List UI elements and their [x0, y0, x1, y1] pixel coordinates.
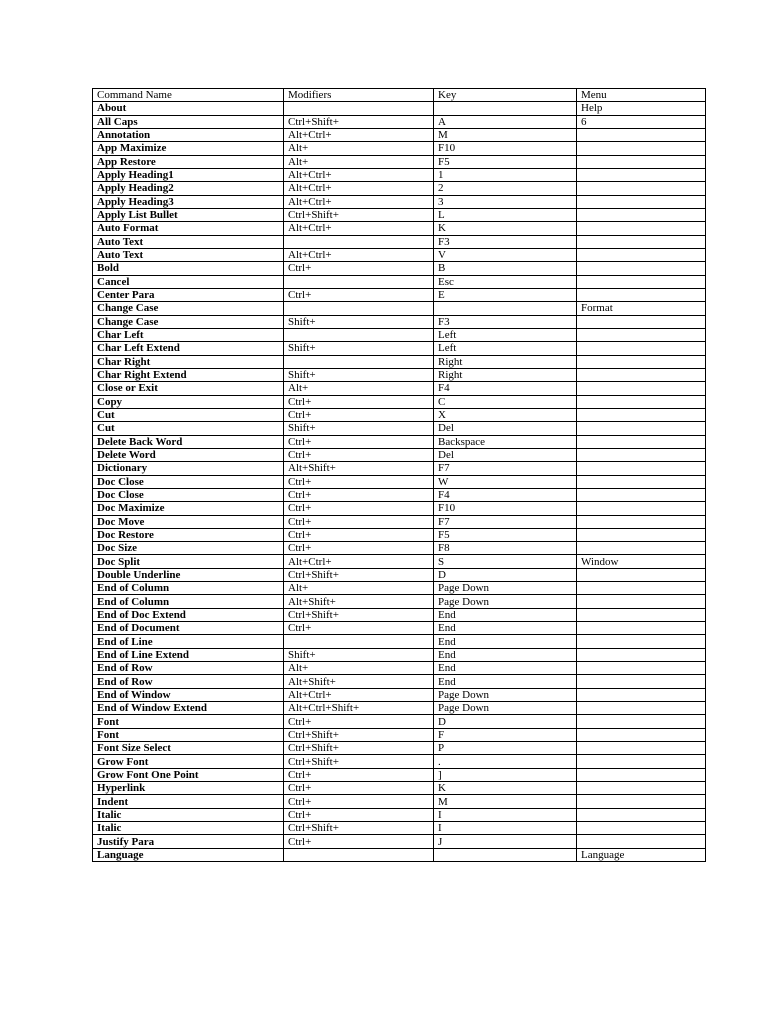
command-name-cell: End of Window Extend: [93, 702, 284, 715]
modifiers-cell: Ctrl+: [284, 715, 434, 728]
key-cell: Left: [434, 328, 577, 341]
table-row: [93, 768, 706, 781]
table-row: [93, 462, 706, 475]
key-cell: S: [434, 555, 577, 568]
key-cell: [434, 848, 577, 861]
key-cell: D: [434, 715, 577, 728]
command-name-cell: Change Case: [93, 315, 284, 328]
menu-cell: [577, 488, 706, 501]
key-cell: K: [434, 782, 577, 795]
key-cell: P: [434, 742, 577, 755]
menu-cell: [577, 235, 706, 248]
table-row: [93, 355, 706, 368]
command-name-cell: Auto Text: [93, 235, 284, 248]
modifiers-cell: Alt+Ctrl+: [284, 555, 434, 568]
key-cell: [434, 302, 577, 315]
modifiers-cell: Ctrl+: [284, 808, 434, 821]
shortcut-table: [92, 88, 706, 862]
command-name-cell: Annotation: [93, 128, 284, 141]
menu-cell: Language: [577, 848, 706, 861]
key-cell: F5: [434, 528, 577, 541]
command-name-cell: About: [93, 102, 284, 115]
key-cell: 3: [434, 195, 577, 208]
key-cell: W: [434, 475, 577, 488]
modifiers-cell: Ctrl+: [284, 835, 434, 848]
menu-cell: [577, 782, 706, 795]
modifiers-cell: Ctrl+Shift+: [284, 755, 434, 768]
menu-cell: [577, 195, 706, 208]
command-name-cell: Doc Restore: [93, 528, 284, 541]
table-row: [93, 475, 706, 488]
command-name-cell: Italic: [93, 822, 284, 835]
menu-cell: Help: [577, 102, 706, 115]
table-row: [93, 595, 706, 608]
table-row: [93, 502, 706, 515]
menu-cell: [577, 568, 706, 581]
modifiers-cell: Ctrl+: [284, 288, 434, 301]
modifiers-cell: [284, 102, 434, 115]
table-row: [93, 222, 706, 235]
modifiers-cell: Alt+: [284, 662, 434, 675]
table-row: [93, 408, 706, 421]
key-cell: Page Down: [434, 582, 577, 595]
menu-cell: [577, 702, 706, 715]
key-cell: J: [434, 835, 577, 848]
command-name-cell: Cut: [93, 408, 284, 421]
table-row: [93, 848, 706, 861]
key-cell: Right: [434, 368, 577, 381]
command-name-cell: Doc Close: [93, 488, 284, 501]
table-row: [93, 688, 706, 701]
command-name-cell: Indent: [93, 795, 284, 808]
modifiers-cell: Alt+: [284, 382, 434, 395]
menu-cell: [577, 395, 706, 408]
key-cell: E: [434, 288, 577, 301]
command-name-cell: Justify Para: [93, 835, 284, 848]
modifiers-cell: Ctrl+Shift+: [284, 208, 434, 221]
menu-cell: [577, 715, 706, 728]
command-name-cell: Bold: [93, 262, 284, 275]
menu-cell: [577, 342, 706, 355]
modifiers-cell: [284, 635, 434, 648]
table-row: [93, 742, 706, 755]
command-name-cell: End of Doc Extend: [93, 608, 284, 621]
menu-cell: Format: [577, 302, 706, 315]
command-name-cell: Char Right Extend: [93, 368, 284, 381]
menu-cell: [577, 435, 706, 448]
key-cell: Esc: [434, 275, 577, 288]
command-name-cell: Grow Font One Point: [93, 768, 284, 781]
command-name-cell: Cancel: [93, 275, 284, 288]
command-name-cell: Double Underline: [93, 568, 284, 581]
menu-cell: [577, 222, 706, 235]
menu-cell: [577, 168, 706, 181]
modifiers-cell: Alt+Ctrl+: [284, 128, 434, 141]
key-cell: F4: [434, 488, 577, 501]
menu-cell: [577, 422, 706, 435]
key-cell: End: [434, 648, 577, 661]
table-row: [93, 195, 706, 208]
table-row: [93, 382, 706, 395]
modifiers-cell: Alt+: [284, 155, 434, 168]
modifiers-cell: Shift+: [284, 368, 434, 381]
table-row: [93, 608, 706, 621]
menu-cell: [577, 355, 706, 368]
menu-cell: [577, 275, 706, 288]
table-row: [93, 262, 706, 275]
table-row: [93, 582, 706, 595]
modifiers-cell: [284, 328, 434, 341]
table-row: [93, 675, 706, 688]
modifiers-cell: Shift+: [284, 422, 434, 435]
modifiers-cell: Shift+: [284, 315, 434, 328]
command-name-cell: Change Case: [93, 302, 284, 315]
command-name-cell: Char Right: [93, 355, 284, 368]
key-cell: Right: [434, 355, 577, 368]
modifiers-cell: Shift+: [284, 648, 434, 661]
modifiers-cell: Ctrl+: [284, 622, 434, 635]
table-row: [93, 168, 706, 181]
menu-cell: [577, 808, 706, 821]
key-cell: M: [434, 795, 577, 808]
column-header-key: Key: [434, 89, 577, 102]
key-cell: Page Down: [434, 688, 577, 701]
command-name-cell: End of Document: [93, 622, 284, 635]
modifiers-cell: Ctrl+Shift+: [284, 608, 434, 621]
table-row: [93, 835, 706, 848]
key-cell: End: [434, 608, 577, 621]
modifiers-cell: Ctrl+: [284, 515, 434, 528]
key-cell: ]: [434, 768, 577, 781]
modifiers-cell: Ctrl+: [284, 782, 434, 795]
table-row: [93, 782, 706, 795]
command-name-cell: Font: [93, 715, 284, 728]
command-name-cell: Dictionary: [93, 462, 284, 475]
modifiers-cell: Ctrl+: [284, 528, 434, 541]
table-row: [93, 142, 706, 155]
key-cell: F3: [434, 235, 577, 248]
command-name-cell: Doc Close: [93, 475, 284, 488]
command-name-cell: Close or Exit: [93, 382, 284, 395]
modifiers-cell: Ctrl+: [284, 768, 434, 781]
menu-cell: [577, 515, 706, 528]
modifiers-cell: Ctrl+Shift+: [284, 115, 434, 128]
key-cell: End: [434, 675, 577, 688]
key-cell: D: [434, 568, 577, 581]
modifiers-cell: Alt+Ctrl+: [284, 168, 434, 181]
key-cell: 1: [434, 168, 577, 181]
modifiers-cell: Ctrl+: [284, 795, 434, 808]
modifiers-cell: Alt+Ctrl+: [284, 222, 434, 235]
menu-cell: [577, 155, 706, 168]
table-row: [93, 182, 706, 195]
key-cell: K: [434, 222, 577, 235]
key-cell: F4: [434, 382, 577, 395]
key-cell: V: [434, 248, 577, 261]
modifiers-cell: Ctrl+: [284, 262, 434, 275]
command-name-cell: Doc Move: [93, 515, 284, 528]
command-name-cell: Delete Back Word: [93, 435, 284, 448]
modifiers-cell: Ctrl+: [284, 488, 434, 501]
command-name-cell: End of Row: [93, 675, 284, 688]
command-name-cell: Language: [93, 848, 284, 861]
table-row: [93, 755, 706, 768]
key-cell: Del: [434, 422, 577, 435]
table-row: [93, 448, 706, 461]
modifiers-cell: Alt+Shift+: [284, 462, 434, 475]
menu-cell: [577, 128, 706, 141]
command-name-cell: Auto Format: [93, 222, 284, 235]
modifiers-cell: Ctrl+: [284, 408, 434, 421]
table-row: [93, 542, 706, 555]
menu-cell: [577, 622, 706, 635]
command-name-cell: Doc Size: [93, 542, 284, 555]
menu-cell: [577, 728, 706, 741]
key-cell: F10: [434, 142, 577, 155]
menu-cell: [577, 608, 706, 621]
key-cell: F3: [434, 315, 577, 328]
key-cell: F10: [434, 502, 577, 515]
modifiers-cell: [284, 275, 434, 288]
modifiers-cell: Alt+: [284, 582, 434, 595]
modifiers-cell: Ctrl+Shift+: [284, 728, 434, 741]
key-cell: X: [434, 408, 577, 421]
menu-cell: [577, 288, 706, 301]
menu-cell: [577, 835, 706, 848]
command-name-cell: Doc Maximize: [93, 502, 284, 515]
command-name-cell: Doc Split: [93, 555, 284, 568]
table-row: [93, 648, 706, 661]
column-header-menu: Menu: [577, 89, 706, 102]
header-row: [93, 89, 706, 102]
table-row: [93, 822, 706, 835]
key-cell: B: [434, 262, 577, 275]
modifiers-cell: Alt+Ctrl+Shift+: [284, 702, 434, 715]
table-row: [93, 808, 706, 821]
key-cell: L: [434, 208, 577, 221]
key-cell: End: [434, 622, 577, 635]
menu-cell: [577, 142, 706, 155]
key-cell: .: [434, 755, 577, 768]
menu-cell: [577, 635, 706, 648]
key-cell: I: [434, 822, 577, 835]
table-row: [93, 235, 706, 248]
command-name-cell: End of Window: [93, 688, 284, 701]
table-row: [93, 635, 706, 648]
menu-cell: [577, 755, 706, 768]
table-row: [93, 275, 706, 288]
modifiers-cell: Shift+: [284, 342, 434, 355]
command-name-cell: App Maximize: [93, 142, 284, 155]
table-row: [93, 568, 706, 581]
modifiers-cell: Alt+: [284, 142, 434, 155]
command-name-cell: End of Column: [93, 595, 284, 608]
modifiers-cell: Ctrl+: [284, 448, 434, 461]
menu-cell: [577, 648, 706, 661]
modifiers-cell: Alt+Ctrl+: [284, 688, 434, 701]
menu-cell: [577, 182, 706, 195]
table-row: [93, 728, 706, 741]
modifiers-cell: Alt+Ctrl+: [284, 248, 434, 261]
command-name-cell: Hyperlink: [93, 782, 284, 795]
table-row: [93, 208, 706, 221]
modifiers-cell: [284, 235, 434, 248]
key-cell: M: [434, 128, 577, 141]
modifiers-cell: Ctrl+Shift+: [284, 568, 434, 581]
menu-cell: [577, 582, 706, 595]
key-cell: I: [434, 808, 577, 821]
key-cell: F7: [434, 462, 577, 475]
menu-cell: [577, 382, 706, 395]
table-row: [93, 435, 706, 448]
menu-cell: [577, 208, 706, 221]
command-name-cell: Font Size Select: [93, 742, 284, 755]
command-name-cell: Italic: [93, 808, 284, 821]
command-name-cell: Apply Heading1: [93, 168, 284, 181]
command-name-cell: End of Row: [93, 662, 284, 675]
table-row: [93, 328, 706, 341]
table-row: [93, 155, 706, 168]
table-row: [93, 715, 706, 728]
modifiers-cell: Ctrl+Shift+: [284, 822, 434, 835]
modifiers-cell: Alt+Ctrl+: [284, 182, 434, 195]
key-cell: 2: [434, 182, 577, 195]
table-row: [93, 622, 706, 635]
key-cell: F8: [434, 542, 577, 555]
modifiers-cell: Alt+Shift+: [284, 675, 434, 688]
key-cell: A: [434, 115, 577, 128]
table-row: [93, 128, 706, 141]
table-row: [93, 395, 706, 408]
key-cell: Backspace: [434, 435, 577, 448]
key-cell: F7: [434, 515, 577, 528]
modifiers-cell: Ctrl+: [284, 502, 434, 515]
menu-cell: [577, 795, 706, 808]
menu-cell: 6: [577, 115, 706, 128]
table-header: [93, 89, 706, 102]
key-cell: Page Down: [434, 702, 577, 715]
command-name-cell: End of Column: [93, 582, 284, 595]
table-row: [93, 288, 706, 301]
modifiers-cell: Ctrl+Shift+: [284, 742, 434, 755]
modifiers-cell: [284, 302, 434, 315]
table-row: [93, 115, 706, 128]
table-row: [93, 302, 706, 315]
table-row: [93, 315, 706, 328]
table-row: [93, 795, 706, 808]
command-name-cell: Char Left Extend: [93, 342, 284, 355]
command-name-cell: Auto Text: [93, 248, 284, 261]
key-cell: End: [434, 662, 577, 675]
menu-cell: [577, 448, 706, 461]
key-cell: F5: [434, 155, 577, 168]
menu-cell: [577, 688, 706, 701]
table-body: [93, 102, 706, 862]
command-name-cell: All Caps: [93, 115, 284, 128]
modifiers-cell: Ctrl+: [284, 542, 434, 555]
menu-cell: [577, 742, 706, 755]
menu-cell: [577, 408, 706, 421]
table-row: [93, 248, 706, 261]
table-row: [93, 488, 706, 501]
modifiers-cell: Ctrl+: [284, 475, 434, 488]
command-name-cell: Delete Word: [93, 448, 284, 461]
table-row: [93, 702, 706, 715]
menu-cell: Window: [577, 555, 706, 568]
command-name-cell: Apply Heading3: [93, 195, 284, 208]
command-name-cell: Apply Heading2: [93, 182, 284, 195]
modifiers-cell: Ctrl+: [284, 395, 434, 408]
menu-cell: [577, 768, 706, 781]
menu-cell: [577, 315, 706, 328]
command-name-cell: Grow Font: [93, 755, 284, 768]
key-cell: Del: [434, 448, 577, 461]
modifiers-cell: [284, 848, 434, 861]
menu-cell: [577, 822, 706, 835]
menu-cell: [577, 595, 706, 608]
table-row: [93, 515, 706, 528]
table-row: [93, 102, 706, 115]
column-header-modifiers: Modifiers: [284, 89, 434, 102]
table-row: [93, 422, 706, 435]
table-row: [93, 342, 706, 355]
key-cell: Left: [434, 342, 577, 355]
menu-cell: [577, 248, 706, 261]
menu-cell: [577, 368, 706, 381]
menu-cell: [577, 262, 706, 275]
menu-cell: [577, 675, 706, 688]
key-cell: Page Down: [434, 595, 577, 608]
modifiers-cell: [284, 355, 434, 368]
command-name-cell: Char Left: [93, 328, 284, 341]
menu-cell: [577, 502, 706, 515]
key-cell: C: [434, 395, 577, 408]
modifiers-cell: Alt+Ctrl+: [284, 195, 434, 208]
command-name-cell: Font: [93, 728, 284, 741]
menu-cell: [577, 462, 706, 475]
table-row: [93, 368, 706, 381]
table-row: [93, 662, 706, 675]
key-cell: End: [434, 635, 577, 648]
table-row: [93, 555, 706, 568]
command-name-cell: Cut: [93, 422, 284, 435]
command-name-cell: End of Line: [93, 635, 284, 648]
column-header-command-name: Command Name: [93, 89, 284, 102]
command-name-cell: Apply List Bullet: [93, 208, 284, 221]
menu-cell: [577, 662, 706, 675]
table-row: [93, 528, 706, 541]
menu-cell: [577, 328, 706, 341]
menu-cell: [577, 542, 706, 555]
key-cell: [434, 102, 577, 115]
modifiers-cell: Ctrl+: [284, 435, 434, 448]
menu-cell: [577, 528, 706, 541]
command-name-cell: Center Para: [93, 288, 284, 301]
command-name-cell: Copy: [93, 395, 284, 408]
modifiers-cell: Alt+Shift+: [284, 595, 434, 608]
menu-cell: [577, 475, 706, 488]
command-name-cell: End of Line Extend: [93, 648, 284, 661]
key-cell: F: [434, 728, 577, 741]
command-name-cell: App Restore: [93, 155, 284, 168]
